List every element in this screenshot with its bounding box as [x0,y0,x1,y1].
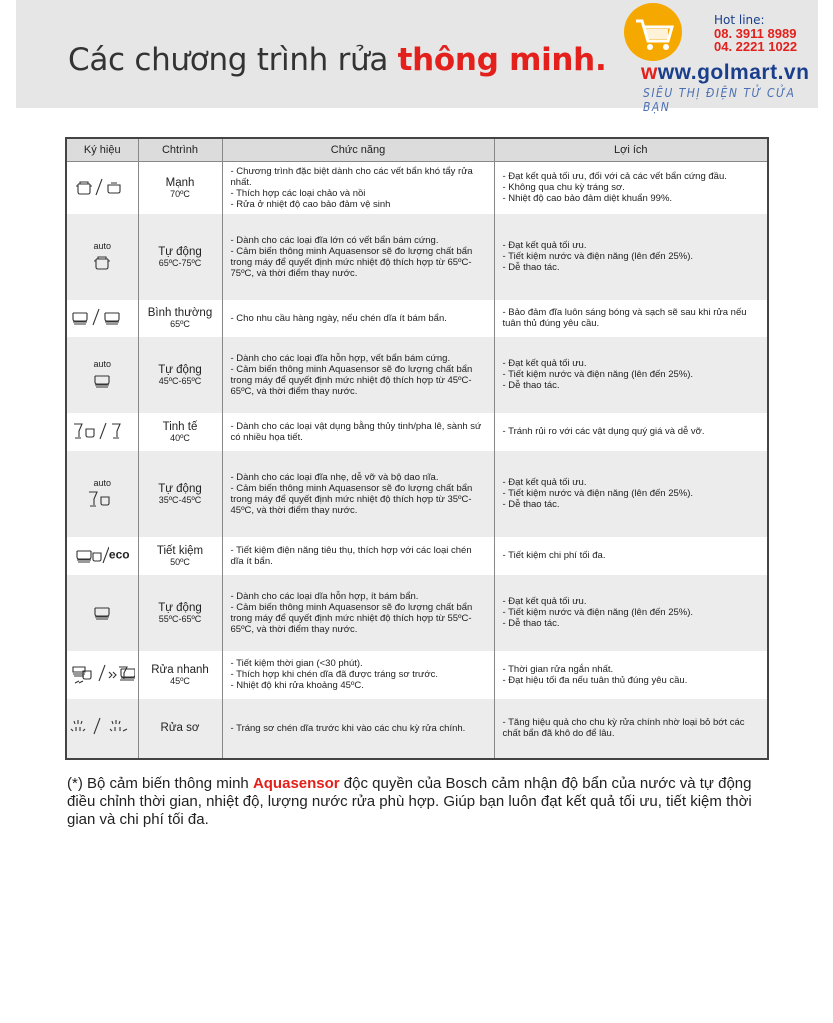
plates-or-plates-icon [69,313,135,324]
benefit-cell [494,214,768,300]
program-temperature: 45ºC [170,675,190,686]
function-line: - Dành cho các loại đĩa nhẹ, dễ vỡ và bộ dao nĩa. [230,471,439,483]
function-cell [222,214,494,300]
eco-icon [75,550,109,561]
benefit-cell [494,300,768,337]
program-cell [138,162,222,214]
function-cell [222,162,494,214]
symbol-cell [66,451,138,537]
footnote-text: (*) Bộ cảm biến thông minh [67,775,253,792]
table-row [66,413,768,451]
symbol-cell [66,300,138,337]
benefit-line: - Tiết kiệm nước và điện năng (lên đến 25%). [502,488,694,499]
program-cell [138,451,222,537]
function-line: - Dành cho các loại đĩa lớn có vết bẩn bám cứng. [230,234,439,246]
table-row [66,699,768,759]
table-row [66,575,768,651]
program-temperature: 70ºC [170,188,190,199]
benefit-line: - Dễ thao tác. [502,618,560,629]
column-header: Chức năng [222,138,494,162]
program-name: Rửa nhanh [151,663,209,676]
column-header: Lợi ích [494,138,768,162]
hotline-label: Hot line: [714,13,765,27]
auto-label: auto [93,358,112,369]
function-cell [222,651,494,699]
symbol-cell [66,337,138,413]
function-line: - Cảm biến thông minh Aquasensor sẽ đo lượng chất bẩn trong máy để quyết định mức nhiệt độ thích hợp từ 55ºC-65ºC, và thời điểm thay nước. [230,601,473,635]
program-cell [138,537,222,575]
benefit-cell [494,651,768,699]
title-text: Các chương trình rửa [68,42,398,78]
program-name: Tự động [158,245,202,258]
column-header: Ký hiệu [66,138,138,162]
program-table [65,137,769,760]
benefit-line: - Bảo đảm đĩa luôn sáng bóng và sạch sẽ sau khi rửa nếu tuân thủ đúng yêu cầu. [502,307,747,329]
benefit-line: - Dễ thao tác. [502,499,560,510]
benefit-line: - Tăng hiệu quả cho chu kỳ rửa chính nhờ loại bỏ bớt các chất bẩn đã khô do để lâu. [502,717,745,739]
hotline-block [714,14,797,53]
table-row [66,537,768,575]
site-url-text: ww.golmart.vn [657,61,810,84]
benefit-line: - Dễ thao tác. [502,262,560,273]
footnote [67,775,777,829]
benefit-line: - Đạt kết quả tối ưu. [502,477,587,488]
function-line: - Cảm biến thông minh Aquasensor sẽ đo lượng chất bẩn trong máy để quyết định mức nhiệt độ thích hợp từ 45ºC-65ºC, và thời điểm thay nước. [230,363,473,397]
benefit-line: - Đạt kết quả tối ưu. [502,358,587,369]
page-header [16,0,818,114]
plates-icon [90,607,114,618]
hotline-number-2: 04. 2221 1022 [714,39,798,54]
hotline-number-1: 08. 3911 8989 [714,26,797,41]
table-row [66,162,768,214]
pre-rinse-icon [68,723,136,734]
benefit-line: - Đạt hiệu tối đa nếu tuân thủ đúng yêu cầu. [502,674,688,686]
function-line: - Cảm biến thông minh Aquasensor sẽ đo lượng chất bẩn trong máy để quyết định mức nhiệt độ thích hợp từ 65ºC-75ºC, và thời điểm thay nước. [230,245,473,279]
function-line: - Rửa ở nhiệt độ cao bảo đảm vệ sinh [230,198,391,210]
program-name: Tự động [158,601,202,614]
symbol-cell [66,699,138,759]
program-temperature: 35ºC-45ºC [158,494,202,505]
function-cell [222,337,494,413]
table-header-row [66,138,768,162]
title-highlight: thông minh. [397,42,607,78]
function-cell [222,537,494,575]
quick-wash-icon [69,669,135,680]
symbol-cell [66,413,138,451]
function-line: - Dành cho các loại dĩa hỗn hợp, ít bám bẩn. [230,590,419,602]
benefit-cell [494,699,768,759]
function-cell [222,575,494,651]
program-temperature: 50ºC [170,556,190,567]
golmart-logo-icon [624,3,682,61]
benefit-line: - Thời gian rửa ngắn nhất. [502,663,614,675]
program-cell [138,413,222,451]
benefit-cell [494,575,768,651]
function-cell [222,451,494,537]
footnote-text-rest: độc quyền của Bosch cảm nhận độ bẩn của nước và tự động điều chỉnh thời gian, nhiệt độ, lượng nước rửa phù hợp. Giúp bạn luôn đạt kết quả tối ưu, tiết kiệm thời gian và chi phí tối đa. [67,775,752,828]
symbol-cell [66,575,138,651]
slogan: SIÊU THỊ ĐIỆN TỬ CỬA BẠN [643,86,796,114]
benefit-line: - Nhiệt độ cao bảo đảm diệt khuẩn 99%. [502,193,673,205]
auto-label: auto [93,477,112,488]
benefit-line: - Dễ thao tác. [502,380,560,391]
function-line: - Thích hợp khi chén dĩa đã được tráng sơ trước. [230,669,438,680]
function-line: - Dành cho các loại đĩa hỗn hợp, vết bẩn bám cứng. [230,352,451,364]
function-line: - Tiết kiệm thời gian (<30 phút). [230,658,363,669]
benefit-line: - Đạt kết quả tối ưu. [502,240,587,251]
program-cell [138,575,222,651]
function-line: - Tiết kiệm điện năng tiêu thụ, thích hợp với các loại chén dĩa ít bẩn. [230,544,472,567]
function-cell [222,300,494,337]
table-row [66,651,768,699]
program-temperature: 40ºC [170,432,190,443]
benefit-cell [494,413,768,451]
footnote-highlight: Aquasensor [252,775,340,792]
benefit-line: - Tiết kiệm nước và điện năng (lên đến 25%). [502,369,694,380]
program-name: Tiết kiệm [156,544,204,557]
program-temperature: 65ºC-75ºC [158,257,202,268]
site-url [641,61,809,85]
benefit-cell [494,337,768,413]
function-line: - Nhiệt độ khi rửa khoảng 45ºC. [230,680,364,691]
symbol-cell [66,162,138,214]
column-header: Chtrình [138,138,222,162]
function-line: - Cho nhu cầu hàng ngày, nếu chén dĩa ít bám bẩn. [230,312,447,324]
pot-or-pot-icon [72,182,132,193]
benefit-line: - Tiết kiệm nước và điện năng (lên đến 25%). [502,607,694,618]
program-cell [138,337,222,413]
benefit-line: - Tiết kiệm nước và điện năng (lên đến 25%). [502,251,694,262]
benefit-line: - Tránh rủi ro với các vật dụng quý giá và dễ vỡ. [502,426,705,437]
benefit-cell [494,537,768,575]
program-name: Tự động [158,363,202,376]
table-row [66,300,768,337]
program-temperature: 55ºC-65ºC [158,613,202,624]
auto-plates-icon [90,375,114,386]
program-name: Tự động [158,482,202,495]
function-line: - Dành cho các loại vật dụng bằng thủy tinh/pha lê, sành sứ có nhiều họa tiết. [230,420,482,443]
benefit-line: - Tiết kiệm chi phí tối đa. [502,550,606,561]
benefit-line: - Không qua chu kỳ tráng sơ. [502,182,625,194]
eco-label: eco [108,547,130,562]
table-row [66,451,768,537]
benefit-cell [494,451,768,537]
function-line: - Chương trình đặc biệt dành cho các vết bẩn khó tẩy rửa nhất. [230,165,473,188]
program-temperature: 45ºC-65ºC [158,375,202,386]
benefit-cell [494,162,768,214]
program-cell [138,699,222,759]
program-name: Rửa sơ [160,722,200,734]
program-name: Bình thường [147,307,213,319]
site-url-accent: w [641,61,658,84]
glass-cup-or-glass-icon [70,426,134,437]
function-cell [222,699,494,759]
page-title [68,42,606,78]
benefit-line: - Đạt kết quả tối ưu, đối với cả các vết bẩn cứng đầu. [502,171,727,183]
function-line: - Cảm biến thông minh Aquasensor sẽ đo lượng chất bẩn trong máy để quyết định mức nhiệt độ thích hợp từ 35ºC-45ºC, và thời điểm thay nước. [230,482,473,516]
symbol-cell [66,537,138,575]
program-name: Tinh tế [162,420,198,433]
table-row [66,337,768,413]
table-row [66,214,768,300]
auto-label: auto [93,240,112,251]
auto-glass-icon [85,494,119,505]
function-line: - Thích hợp các loại chảo và nồi [230,187,366,199]
symbol-cell [66,214,138,300]
auto-pot-icon [90,257,114,268]
benefit-line: - Đạt kết quả tối ưu. [502,596,587,607]
program-cell [138,300,222,337]
program-cell [138,214,222,300]
program-temperature: 65ºC [170,319,190,329]
program-cell [138,651,222,699]
function-line: - Tráng sơ chén dĩa trước khi vào các chu kỳ rửa chính. [230,722,466,734]
function-cell [222,413,494,451]
program-name: Mạnh [165,176,195,189]
symbol-cell [66,651,138,699]
